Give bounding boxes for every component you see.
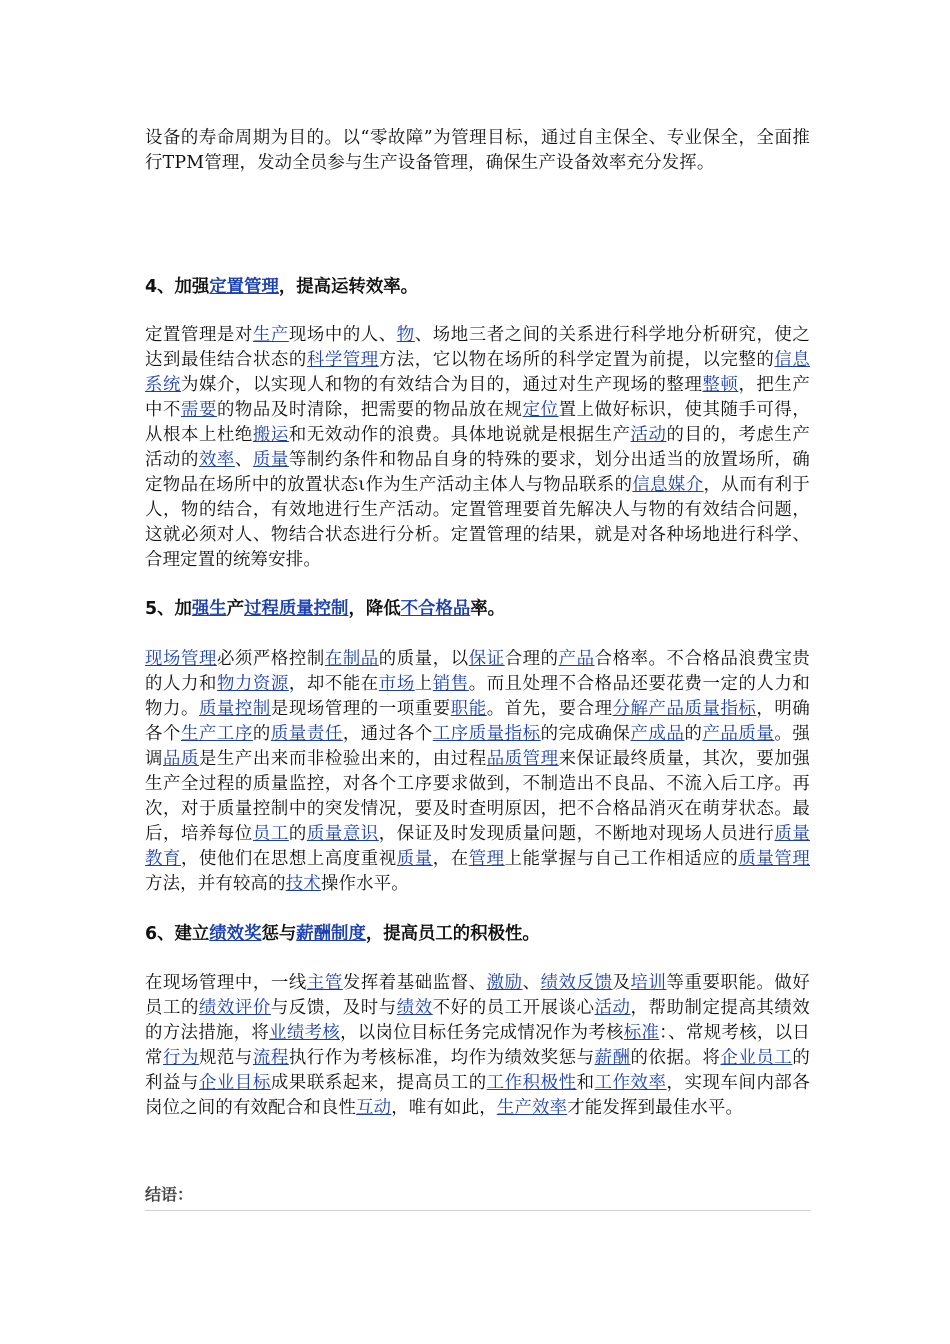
- link[interactable]: 品质: [162, 749, 199, 769]
- link[interactable]: 主管: [306, 973, 343, 993]
- text-run: 在现场管理中，一线: [145, 973, 307, 993]
- link[interactable]: 企业目标: [198, 1073, 271, 1093]
- link[interactable]: 在制品: [324, 649, 379, 669]
- link[interactable]: 薪酬制度: [296, 924, 366, 944]
- link[interactable]: 培训: [630, 973, 667, 993]
- section-5-heading: [145, 597, 810, 621]
- link[interactable]: 工作效率: [594, 1073, 667, 1093]
- intro-paragraph: [145, 126, 810, 176]
- link[interactable]: 绩效: [396, 998, 433, 1018]
- text-run: 置上做好标识，使其随手可得，从根本上杜绝: [145, 400, 810, 445]
- text-run: ，明确各个: [145, 699, 810, 744]
- text-run: 操作水平。: [320, 874, 409, 894]
- link[interactable]: 技术: [285, 874, 321, 894]
- link[interactable]: 效率: [198, 450, 235, 470]
- text-run: 执行作为考核标准，均作为绩效奖惩与: [288, 1048, 595, 1068]
- link[interactable]: 流程: [252, 1048, 289, 1068]
- text-run: ，唯有如此，: [391, 1098, 497, 1118]
- link[interactable]: 绩效反馈: [540, 973, 613, 993]
- link[interactable]: 生产工序: [180, 724, 253, 744]
- section-4-body: [145, 323, 810, 573]
- text-run: ，在: [432, 849, 469, 869]
- text-run: 设备的寿命周期为目的。以“零故障”为管理目标，通过自主保全、专业保全，全面推行TPM管理，发动全员参与生产设备管理，确保生产设备效率充分发挥。: [145, 128, 810, 173]
- heading-text: ，提高运转效率。: [278, 277, 418, 297]
- text-run: 规范与: [198, 1048, 253, 1068]
- text-run: 的: [252, 724, 271, 744]
- text-run: 等重要职能。做好员工的: [145, 973, 810, 1018]
- text-run: 方法，它以物在场所的科学定置为前提，以完整的: [378, 350, 775, 370]
- link[interactable]: 生产: [252, 325, 289, 345]
- text-run: 。首先，要合理: [486, 699, 613, 719]
- link[interactable]: 质量: [396, 849, 433, 869]
- heading-text: 4、加强: [145, 277, 210, 297]
- text-run: ，实现车间内部各岗位之间的有效配合和良性: [145, 1073, 810, 1118]
- text-run: 是现场管理的一项重要: [270, 699, 451, 719]
- text-run: 、: [234, 450, 253, 470]
- text-run: ，却不能在: [288, 674, 379, 694]
- link[interactable]: 物力资源: [216, 674, 289, 694]
- text-run: 成果联系起来，提高员工的: [270, 1073, 487, 1093]
- link[interactable]: 销售: [432, 674, 469, 694]
- section-6-heading: [145, 922, 810, 946]
- link[interactable]: 产品质量: [702, 724, 775, 744]
- text-run: 与反馈，及时与: [270, 998, 397, 1018]
- text-run: 、: [522, 973, 541, 993]
- text-run: 。强调: [145, 724, 810, 769]
- link[interactable]: 管理: [468, 849, 505, 869]
- text-run: 发挥着基础监督、: [342, 973, 487, 993]
- section-6-body: [145, 971, 810, 1121]
- section-4-heading: [145, 275, 810, 299]
- text-run: 的利益与: [145, 1048, 810, 1093]
- link[interactable]: 需要: [180, 400, 217, 420]
- link[interactable]: 绩效奖: [209, 924, 262, 944]
- text-run: 等制约条件和物品自身的特殊的要求，划分出适当的放置场所，确定物品在场所中的放置状态ι作为生产活动主体人与物品联系的: [145, 450, 810, 495]
- link[interactable]: 信息媒介: [632, 475, 704, 495]
- link[interactable]: 质量责任: [270, 724, 343, 744]
- link[interactable]: 物: [396, 325, 415, 345]
- text-run: 的物品及时清除，把需要的物品放在规: [216, 400, 523, 420]
- text-run: 的: [288, 824, 307, 844]
- link[interactable]: 搬运: [252, 425, 289, 445]
- text-run: 才能发挥到最佳水平。: [567, 1098, 744, 1118]
- text-run: 的: [684, 724, 703, 744]
- text-run: ，降低: [348, 599, 401, 619]
- text-run: 率。: [470, 599, 506, 619]
- link[interactable]: 员工: [252, 824, 289, 844]
- text-run: ，保证及时发现质量问题，不断地对现场人员进行: [378, 824, 775, 844]
- link[interactable]: 绩效评价: [198, 998, 271, 1018]
- text-run: 上: [414, 674, 433, 694]
- link[interactable]: 整顿: [702, 375, 739, 395]
- link[interactable]: 企业员工: [720, 1048, 793, 1068]
- link[interactable]: 薪酬: [594, 1048, 631, 1068]
- text-run: 方法，并有较高的: [145, 874, 286, 894]
- text-run: 和: [576, 1073, 595, 1093]
- link[interactable]: 保证: [468, 649, 505, 669]
- text-run: 为媒介，以实现人和物的有效结合为目的，通过对生产现场的整理: [180, 375, 703, 395]
- link[interactable]: 科学管理: [306, 350, 379, 370]
- link[interactable]: 分解产品质量指标: [612, 699, 757, 719]
- text-run: 6、建立: [145, 924, 210, 944]
- conclusion-label: 结语：: [145, 1184, 810, 1211]
- link[interactable]: 活动: [594, 998, 631, 1018]
- link[interactable]: 生产效率: [496, 1098, 568, 1118]
- text-run: 合理的: [504, 649, 559, 669]
- link[interactable]: 不合格品: [400, 599, 471, 619]
- link[interactable]: 工作积极性: [486, 1073, 577, 1093]
- link[interactable]: 现场管理: [145, 649, 217, 669]
- text-run: ，提高员工的积极性。: [365, 924, 540, 944]
- link[interactable]: 活动: [630, 425, 667, 445]
- link[interactable]: 质量教育: [145, 824, 810, 869]
- text-run: 。而且处理不合格品还要花费一定的人力和物力。: [145, 674, 810, 719]
- text-run: 、场地三者之间的关系进行科学地分析研究，使之达到最佳结合状态的: [145, 325, 811, 370]
- text-run: 产: [226, 599, 245, 619]
- text-run: 及: [612, 973, 631, 993]
- text-run: ，帮助制定提高其绩效的方法措施，将: [145, 998, 810, 1043]
- text-run: 的目的，考虑生产活动的: [145, 425, 810, 470]
- text-run: 上能掌握与自己工作相适应的: [504, 849, 739, 869]
- link[interactable]: 质量意识: [306, 824, 379, 844]
- link[interactable]: 质量: [252, 450, 289, 470]
- link[interactable]: 强生: [191, 599, 227, 619]
- link[interactable]: 激励: [486, 973, 523, 993]
- link[interactable]: 业绩考核: [269, 1023, 341, 1043]
- link[interactable]: 质量管理: [738, 849, 810, 869]
- section-5-body: [145, 647, 810, 897]
- link[interactable]: 工序质量指标: [432, 724, 541, 744]
- text-run: 合格率。不合格品浪费宝贵的人力和: [145, 649, 810, 694]
- link[interactable]: 品质管理: [486, 749, 559, 769]
- text-run: ，把生产中不: [145, 375, 810, 420]
- text-run: ，通过各个: [342, 724, 433, 744]
- link[interactable]: 产品: [558, 649, 595, 669]
- text-run: ，使他们在思想上高度重视: [180, 849, 397, 869]
- link[interactable]: 信息系统: [145, 350, 810, 395]
- link[interactable]: 市场: [378, 674, 415, 694]
- text-run: ：、常规考核，以日常: [145, 1023, 810, 1068]
- text-run: 的质量，以: [378, 649, 469, 669]
- text-run: 的依据。将: [630, 1048, 721, 1068]
- link[interactable]: 行为: [162, 1048, 199, 1068]
- link[interactable]: 互动: [356, 1098, 392, 1118]
- link[interactable]: 产成品: [630, 724, 685, 744]
- link[interactable]: 定位: [522, 400, 559, 420]
- link[interactable]: 标准: [623, 1023, 660, 1043]
- link[interactable]: 过程质量控制: [244, 599, 349, 619]
- text-run: 定置管理是对: [145, 325, 253, 345]
- link-dingzhi-guanli[interactable]: 定置管理: [209, 277, 279, 297]
- link[interactable]: 质量控制: [198, 699, 271, 719]
- text-run: 5、加: [145, 599, 192, 619]
- text-run: 是生产出来而非检验出来的，由过程: [198, 749, 487, 769]
- text-run: ，以岗位目标任务完成情况作为考核: [340, 1023, 624, 1043]
- text-run: 不好的员工开展谈心: [432, 998, 595, 1018]
- text-run: 的完成确保: [540, 724, 631, 744]
- link[interactable]: 职能: [450, 699, 487, 719]
- text-run: ，从而有利于人，物的结合，有效地进行生产活动。定置管理要首先解决人与物的有效结合问题，这就必须对人、物结合状态进行分析。定置管理的结果，就是对各种场地进行科学、合理定置的统筹安排。: [145, 475, 811, 570]
- text-run: 惩与: [261, 924, 297, 944]
- text-run: 和无效动作的浪费。具体地说就是根据生产: [288, 425, 631, 445]
- text-run: 来保证最终质量，其次，要加强生产全过程的质量监控，对各个工序要求做到，不制造出不良品、不流入后工序。再次，对于质量控制中的突发情况，要及时查明原因，把不合格品消灭在萌芽状态。最后，培养每位: [145, 749, 810, 844]
- text-run: 必须严格控制: [216, 649, 325, 669]
- text-run: 现场中的人、: [288, 325, 397, 345]
